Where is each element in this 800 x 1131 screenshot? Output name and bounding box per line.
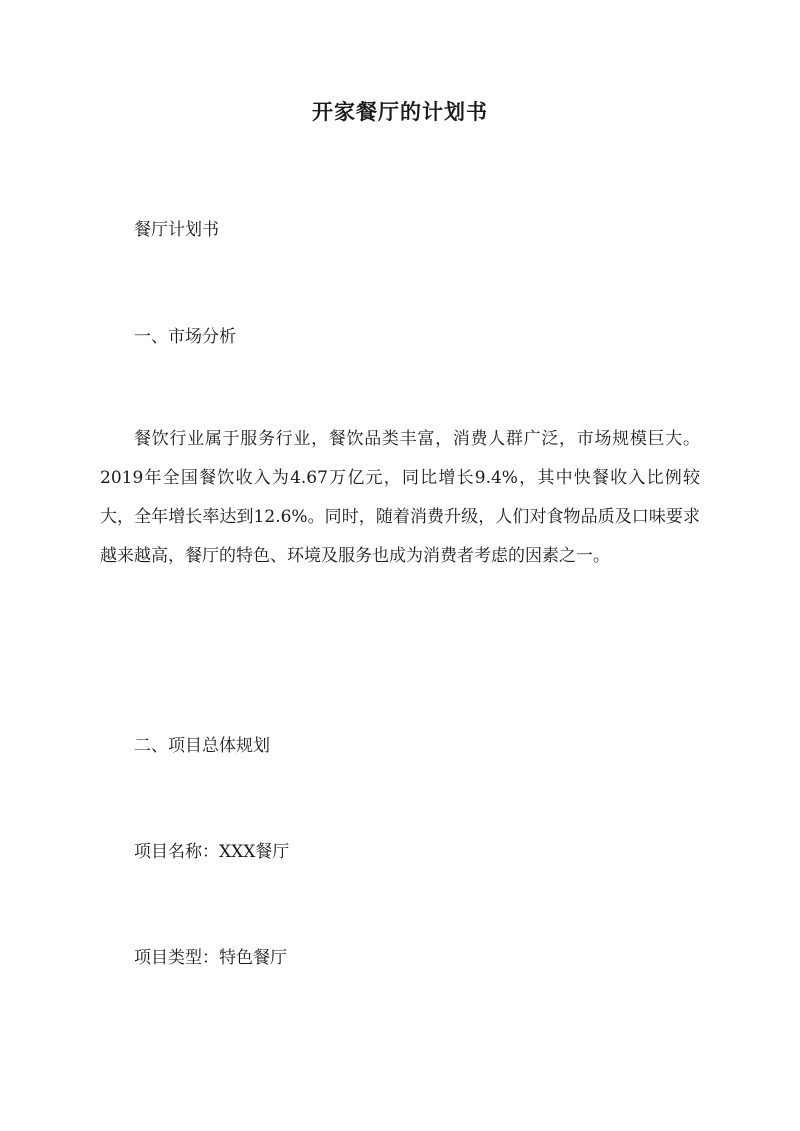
section-heading-market-analysis: 一、市场分析 (134, 327, 236, 347)
project-type-line: 项目类型：特色餐厅 (134, 948, 287, 968)
document-title: 开家餐厅的计划书 (312, 99, 488, 124)
project-name-line: 项目名称：XXX餐厅 (134, 842, 290, 862)
document-subtitle: 餐厅计划书 (134, 220, 219, 240)
section-heading-overall-plan: 二、项目总体规划 (134, 736, 270, 756)
market-analysis-paragraph: 餐饮行业属于服务行业，餐饮品类丰富，消费人群广泛，市场规模巨大。2019年全国餐饮收入为4.67万亿元，同比增长9.4%，其中快餐收入比例较大，全年增长率达到12.6%。同时，随着消费升级，人们对食物品质及口味要求越来越高，餐厅的特色、环境及服务也成为消费者考虑的因素之一。 (100, 429, 700, 566)
